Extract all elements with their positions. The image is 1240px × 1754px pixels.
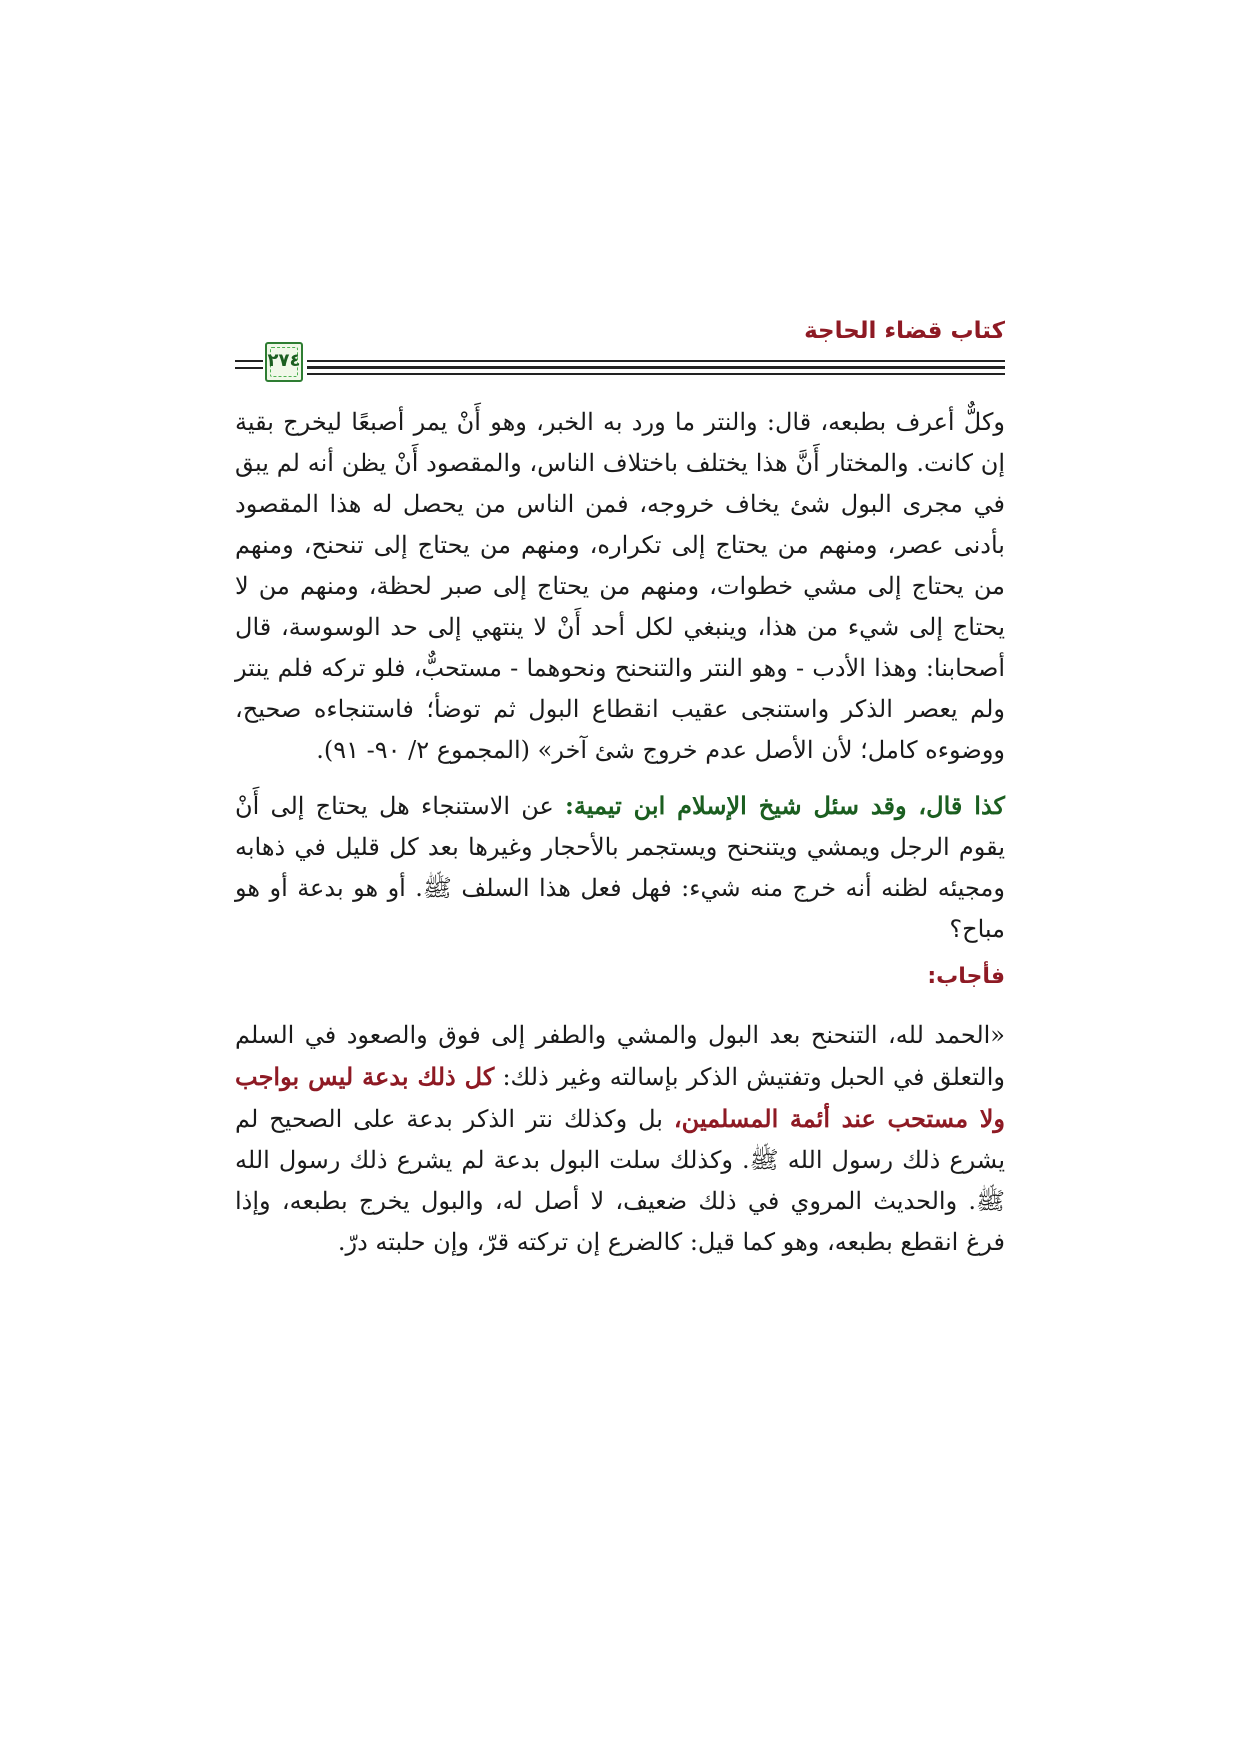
header-rule-short — [235, 367, 263, 369]
header-rule-short — [235, 360, 263, 362]
chapter-title: كتاب قضاء الحاجة — [804, 318, 1005, 344]
paragraph-answer — [235, 1015, 1005, 1263]
page-body — [235, 402, 1005, 1263]
header-rule — [307, 360, 1005, 362]
spacer — [235, 989, 1005, 1015]
running-header — [235, 318, 1005, 380]
page-number: ٢٧٤ — [267, 350, 301, 371]
paragraph-question — [235, 785, 1005, 950]
question-text: عن الاستنجاء هل يحتاج إلى أَنْ يقوم الرجل ويمشي ويتنحنح ويستجمر بالأحجار وغيرها بعد كل قليل في ذهابه ومجيئه لظنه أنه خرج منه شيء: فهل فعل هذا السلف ﷺ. أو هو بدعة أو هو مباح؟ — [235, 792, 1005, 943]
answer-text-start: «الحمد لله، التنحنح بعد البول والمشي والطفر إلى فوق والصعود في السلم والتعلق في الحبل وتفتيش الذكر بإسالته وغير ذلك: — [235, 1021, 1006, 1091]
question-lead: كذا قال، وقد سئل شيخ الإسلام ابن تيمية: — [564, 791, 1005, 820]
header-rule — [307, 373, 1005, 375]
answer-text-end: بل وكذلك نتر الذكر بدعة على الصحيح لم يشرع ذلك رسول الله ﷺ. وكذلك سلت البول بدعة لم يشرع ذلك رسول الله ﷺ. والحديث المروي في ذلك ضعيف، لا أصل له، والبول يخرج بطبعه، وإذا فرغ انقطع بطبعه، وهو كما قيل: كالضرع إن تركته قرّ، وإن حلبته درّ. — [235, 1105, 1005, 1256]
paragraph-quote-continuation: وكلٌّ أعرف بطبعه، قال: والنتر ما ورد به الخبر، وهو أَنْ يمر أصبعًا ليخرج بقية إن كانت. والمختار أَنَّ هذا يختلف باختلاف الناس، والمقصود أَنْ يظن أنه لم يبق في مجرى البول شئ يخاف خروجه، فمن الناس من يحصل له هذا المقصود بأدنى عصر، ومنهم من يحتاج إلى تكراره، ومنهم من يحتاج إلى تنحنح، ومنهم من يحتاج إلى مشي خطوات، ومنهم من يحتاج إلى صبر لحظة، ومنهم من لا يحتاج إلى شيء من هذا، وينبغي لكل أحد أَنْ لا ينتهي إلى حد الوسوسة، قال أصحابنا: وهذا الأدب - وهو النتر والتنحنح ونحوهما - مستحبٌّ، فلو تركه فلم ينتر ولم يعصر الذكر واستنجى عقيب انقطاع البول ثم توضأ؛ فاستنجاءه صحيح، ووضوءه كامل؛ لأن الأصل عدم خروج شئ آخر» (المجموع ٢/ ٩٠- ٩١). — [235, 408, 1006, 764]
header-rule — [307, 366, 1005, 369]
answer-heading: فأجاب: — [927, 964, 1005, 989]
answer-emphasis: كل ذلك بدعة ليس بواجب ولا مستحب عند أئمة المسلمين، — [235, 1062, 1005, 1133]
page-number-badge — [265, 342, 303, 382]
